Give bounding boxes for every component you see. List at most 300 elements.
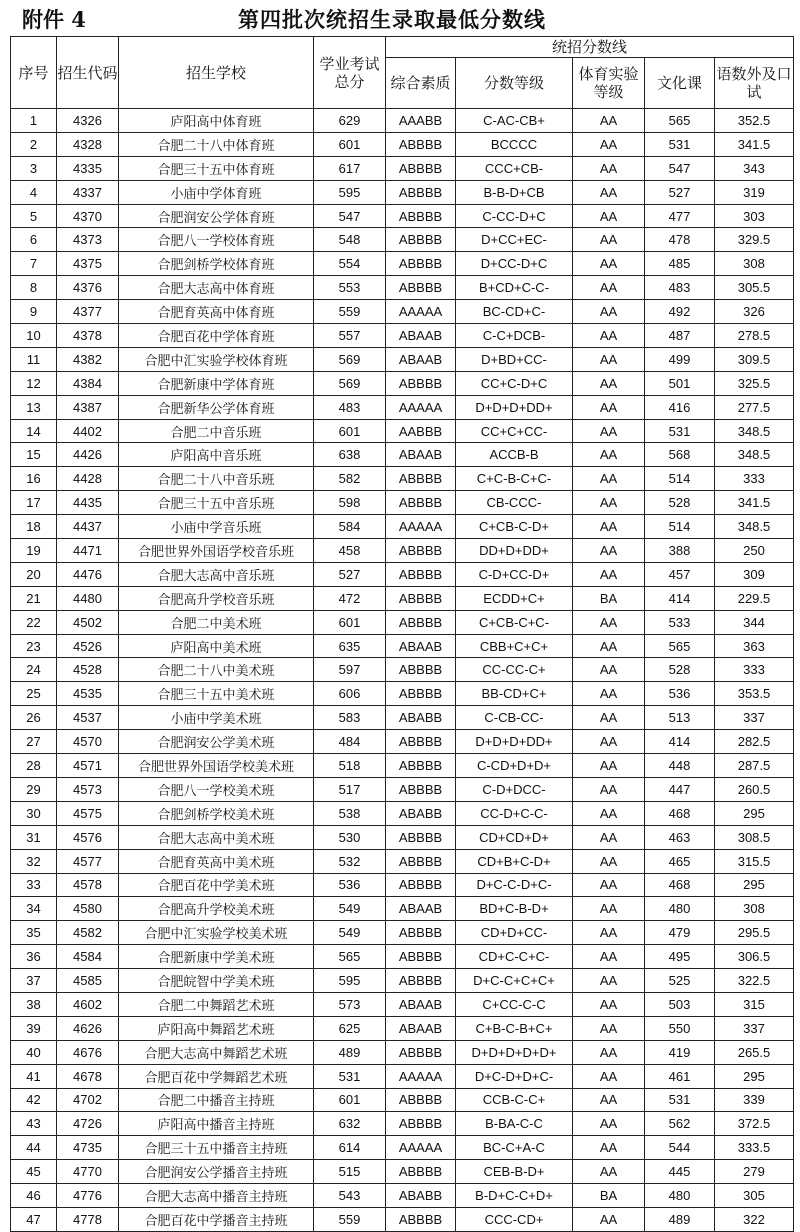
seq-cell: 24 [11,658,57,682]
code-cell: 4776 [57,1184,119,1208]
school-cell: 合肥大志高中美术班 [119,825,314,849]
code-cell: 4377 [57,300,119,324]
grade-cell: D+BD+CC- [456,347,573,371]
seq-cell: 27 [11,730,57,754]
culture-cell: 414 [645,730,715,754]
table-row [11,1016,794,1040]
quality-cell: ABBBB [386,467,456,491]
quality-cell: ABBBB [386,228,456,252]
table-row [11,634,794,658]
grade-cell: D+C-C+C+C+ [456,969,573,993]
total-cell: 549 [314,897,386,921]
culture-cell: 414 [645,586,715,610]
header-seq: 序号 [11,37,57,109]
code-cell: 4471 [57,539,119,563]
lang-cell: 315.5 [715,849,794,873]
lang-cell: 322.5 [715,969,794,993]
code-cell: 4535 [57,682,119,706]
seq-cell: 9 [11,300,57,324]
lang-cell: 337 [715,706,794,730]
grade-cell: CC-D+C-C- [456,801,573,825]
table-row [11,586,794,610]
culture-cell: 489 [645,1207,715,1231]
table-row [11,180,794,204]
grade-cell: C+CC-C-C [456,992,573,1016]
pe-cell: AA [573,801,645,825]
total-cell: 538 [314,801,386,825]
seq-cell: 13 [11,395,57,419]
pe-cell: AA [573,849,645,873]
total-cell: 601 [314,132,386,156]
lang-cell: 265.5 [715,1040,794,1064]
total-cell: 582 [314,467,386,491]
school-cell: 合肥中汇实验学校体育班 [119,347,314,371]
grade-cell: CD+CD+D+ [456,825,573,849]
pe-cell: AA [573,371,645,395]
lang-cell: 277.5 [715,395,794,419]
grade-cell: D+CC+EC- [456,228,573,252]
grade-cell: BD+C-B-D+ [456,897,573,921]
grade-cell: BC-C+A-C [456,1136,573,1160]
total-cell: 601 [314,610,386,634]
total-cell: 595 [314,180,386,204]
code-cell: 4726 [57,1112,119,1136]
pe-cell: AA [573,1088,645,1112]
table-row [11,730,794,754]
total-cell: 543 [314,1184,386,1208]
seq-cell: 37 [11,969,57,993]
seq-cell: 17 [11,491,57,515]
pe-cell: BA [573,586,645,610]
pe-cell: AA [573,634,645,658]
seq-cell: 32 [11,849,57,873]
quality-cell: ABAAB [386,324,456,348]
quality-cell: ABAAB [386,1016,456,1040]
code-cell: 4326 [57,109,119,133]
code-cell: 4735 [57,1136,119,1160]
pe-cell: AA [573,730,645,754]
table-row [11,777,794,801]
pe-cell: AA [573,777,645,801]
pe-cell: AA [573,1064,645,1088]
table-row [11,897,794,921]
seq-cell: 41 [11,1064,57,1088]
code-cell: 4426 [57,443,119,467]
header-quality: 综合素质 [386,58,456,109]
culture-cell: 448 [645,754,715,778]
seq-cell: 1 [11,109,57,133]
culture-cell: 544 [645,1136,715,1160]
pe-cell: AA [573,945,645,969]
total-cell: 573 [314,992,386,1016]
header-culture: 文化课 [645,58,715,109]
grade-cell: CCC-CD+ [456,1207,573,1231]
school-cell: 合肥大志高中音乐班 [119,562,314,586]
table-row [11,610,794,634]
total-cell: 536 [314,873,386,897]
school-cell: 庐阳高中播音主持班 [119,1112,314,1136]
lang-cell: 278.5 [715,324,794,348]
school-cell: 合肥皖智中学美术班 [119,969,314,993]
culture-cell: 416 [645,395,715,419]
seq-cell: 10 [11,324,57,348]
table-row [11,1112,794,1136]
quality-cell: ABBBB [386,921,456,945]
lang-cell: 333 [715,467,794,491]
quality-cell: ABAAB [386,634,456,658]
table-row [11,491,794,515]
table-row [11,252,794,276]
quality-cell: ABBBB [386,969,456,993]
table-row [11,132,794,156]
culture-cell: 480 [645,897,715,921]
pe-cell: AA [573,1112,645,1136]
grade-cell: C-C+DCB- [456,324,573,348]
header-lang: 语数外及口试 [715,58,794,109]
quality-cell: ABABB [386,1184,456,1208]
seq-cell: 30 [11,801,57,825]
total-cell: 548 [314,228,386,252]
lang-cell: 353.5 [715,682,794,706]
pe-cell: AA [573,491,645,515]
school-cell: 合肥剑桥学校美术班 [119,801,314,825]
culture-cell: 477 [645,204,715,228]
code-cell: 4373 [57,228,119,252]
lang-cell: 295 [715,873,794,897]
grade-cell: C+B-C-B+C+ [456,1016,573,1040]
culture-cell: 463 [645,825,715,849]
total-cell: 606 [314,682,386,706]
culture-cell: 513 [645,706,715,730]
school-cell: 合肥新康中学美术班 [119,945,314,969]
lang-cell: 333.5 [715,1136,794,1160]
quality-cell: AAAAA [386,515,456,539]
grade-cell: D+D+D+D+D+ [456,1040,573,1064]
lang-cell: 372.5 [715,1112,794,1136]
total-cell: 584 [314,515,386,539]
table-row [11,992,794,1016]
quality-cell: AABBB [386,419,456,443]
quality-cell: ABBBB [386,730,456,754]
grade-cell: D+C-C-D+C- [456,873,573,897]
seq-cell: 16 [11,467,57,491]
table-row [11,539,794,563]
code-cell: 4384 [57,371,119,395]
table-row [11,109,794,133]
school-cell: 合肥润安公学体育班 [119,204,314,228]
total-cell: 531 [314,1064,386,1088]
culture-cell: 492 [645,300,715,324]
grade-cell: C-AC-CB+ [456,109,573,133]
header-total-score: 学业考试总分 [314,37,386,109]
table-row [11,873,794,897]
table-row [11,1207,794,1231]
seq-cell: 45 [11,1160,57,1184]
total-cell: 518 [314,754,386,778]
grade-cell: BC-CD+C- [456,300,573,324]
total-cell: 517 [314,777,386,801]
admission-score-table [10,36,794,1232]
lang-cell: 279 [715,1160,794,1184]
pe-cell: AA [573,395,645,419]
total-cell: 614 [314,1136,386,1160]
culture-cell: 503 [645,992,715,1016]
pe-cell: AA [573,610,645,634]
school-cell: 合肥高升学校美术班 [119,897,314,921]
grade-cell: CEB-B-D+ [456,1160,573,1184]
culture-cell: 531 [645,419,715,443]
grade-cell: B+CD+C-C- [456,276,573,300]
lang-cell: 295.5 [715,921,794,945]
lang-cell: 315 [715,992,794,1016]
total-cell: 569 [314,347,386,371]
code-cell: 4502 [57,610,119,634]
header-grade: 分数等级 [456,58,573,109]
total-cell: 559 [314,1207,386,1231]
code-cell: 4387 [57,395,119,419]
culture-cell: 485 [645,252,715,276]
pe-cell: AA [573,1040,645,1064]
total-cell: 635 [314,634,386,658]
lang-cell: 309 [715,562,794,586]
header-cutoff-group: 统招分数线 [386,37,794,58]
total-cell: 595 [314,969,386,993]
code-cell: 4573 [57,777,119,801]
pe-cell: AA [573,897,645,921]
lang-cell: 341.5 [715,491,794,515]
grade-cell: CD+B+C-D+ [456,849,573,873]
school-cell: 庐阳高中体育班 [119,109,314,133]
school-cell: 合肥育英高中美术班 [119,849,314,873]
code-cell: 4575 [57,801,119,825]
lang-cell: 287.5 [715,754,794,778]
school-cell: 合肥三十五中音乐班 [119,491,314,515]
grade-cell: C+CB-C+C- [456,610,573,634]
grade-cell: C-D+CC-D+ [456,562,573,586]
grade-cell: C-CC-D+C [456,204,573,228]
culture-cell: 499 [645,347,715,371]
table-row [11,849,794,873]
school-cell: 合肥二中美术班 [119,610,314,634]
table-row [11,1064,794,1088]
culture-cell: 445 [645,1160,715,1184]
code-cell: 4375 [57,252,119,276]
seq-cell: 29 [11,777,57,801]
school-cell: 合肥三十五中播音主持班 [119,1136,314,1160]
school-cell: 庐阳高中音乐班 [119,443,314,467]
grade-cell: CD+C-C+C- [456,945,573,969]
total-cell: 458 [314,539,386,563]
table-row [11,969,794,993]
pe-cell: AA [573,180,645,204]
seq-cell: 28 [11,754,57,778]
culture-cell: 533 [645,610,715,634]
grade-cell: D+CC-D+C [456,252,573,276]
quality-cell: AAAAA [386,300,456,324]
quality-cell: ABABB [386,801,456,825]
seq-cell: 46 [11,1184,57,1208]
total-cell: 532 [314,849,386,873]
lang-cell: 325.5 [715,371,794,395]
lang-cell: 352.5 [715,109,794,133]
lang-cell: 305 [715,1184,794,1208]
culture-cell: 479 [645,921,715,945]
lang-cell: 343 [715,156,794,180]
code-cell: 4480 [57,586,119,610]
table-row [11,395,794,419]
table-row [11,706,794,730]
total-cell: 559 [314,300,386,324]
culture-cell: 480 [645,1184,715,1208]
quality-cell: ABBBB [386,371,456,395]
seq-cell: 38 [11,992,57,1016]
code-cell: 4428 [57,467,119,491]
total-cell: 483 [314,395,386,419]
seq-cell: 7 [11,252,57,276]
pe-cell: AA [573,419,645,443]
quality-cell: ABBBB [386,1207,456,1231]
lang-cell: 319 [715,180,794,204]
table-row [11,945,794,969]
school-cell: 合肥百花中学美术班 [119,873,314,897]
quality-cell: AAAAA [386,395,456,419]
pe-cell: AA [573,109,645,133]
quality-cell: ABAAB [386,992,456,1016]
culture-cell: 461 [645,1064,715,1088]
total-cell: 554 [314,252,386,276]
school-cell: 合肥世界外国语学校音乐班 [119,539,314,563]
school-cell: 合肥三十五中体育班 [119,156,314,180]
code-cell: 4778 [57,1207,119,1231]
table-row [11,682,794,706]
code-cell: 4571 [57,754,119,778]
pe-cell: AA [573,539,645,563]
table-row [11,371,794,395]
code-cell: 4378 [57,324,119,348]
lang-cell: 348.5 [715,443,794,467]
total-cell: 638 [314,443,386,467]
grade-cell: CCC+CB- [456,156,573,180]
pe-cell: AA [573,921,645,945]
culture-cell: 419 [645,1040,715,1064]
culture-cell: 565 [645,109,715,133]
school-cell: 合肥育英高中体育班 [119,300,314,324]
table-body [11,109,794,1232]
grade-cell: ACCB-B [456,443,573,467]
pe-cell: AA [573,562,645,586]
grade-cell: D+C-D+D+C- [456,1064,573,1088]
seq-cell: 36 [11,945,57,969]
culture-cell: 465 [645,849,715,873]
code-cell: 4580 [57,897,119,921]
school-cell: 合肥二中播音主持班 [119,1088,314,1112]
quality-cell: ABBBB [386,539,456,563]
quality-cell: ABBBB [386,491,456,515]
table-row [11,562,794,586]
quality-cell: AAABB [386,109,456,133]
code-cell: 4770 [57,1160,119,1184]
total-cell: 557 [314,324,386,348]
table-row [11,1184,794,1208]
code-cell: 4570 [57,730,119,754]
school-cell: 合肥二中音乐班 [119,419,314,443]
lang-cell: 295 [715,1064,794,1088]
lang-cell: 260.5 [715,777,794,801]
table-row [11,1136,794,1160]
seq-cell: 5 [11,204,57,228]
table-row [11,825,794,849]
grade-cell: CCB-C-C+ [456,1088,573,1112]
school-cell: 小庙中学音乐班 [119,515,314,539]
table-row [11,467,794,491]
total-cell: 632 [314,1112,386,1136]
total-cell: 601 [314,419,386,443]
table-row [11,921,794,945]
school-cell: 合肥中汇实验学校美术班 [119,921,314,945]
seq-cell: 22 [11,610,57,634]
pe-cell: AA [573,228,645,252]
code-cell: 4578 [57,873,119,897]
school-cell: 合肥剑桥学校体育班 [119,252,314,276]
quality-cell: ABBBB [386,562,456,586]
total-cell: 598 [314,491,386,515]
lang-cell: 329.5 [715,228,794,252]
school-cell: 合肥二十八中美术班 [119,658,314,682]
culture-cell: 547 [645,156,715,180]
school-cell: 合肥新康中学体育班 [119,371,314,395]
pe-cell: AA [573,682,645,706]
grade-cell: DD+D+DD+ [456,539,573,563]
pe-cell: AA [573,754,645,778]
school-cell: 合肥三十五中美术班 [119,682,314,706]
pe-cell: BA [573,1184,645,1208]
pe-cell: AA [573,1207,645,1231]
lang-cell: 229.5 [715,586,794,610]
annex-label: 附件 4 [22,7,86,32]
total-cell: 484 [314,730,386,754]
code-cell: 4476 [57,562,119,586]
culture-cell: 528 [645,491,715,515]
lang-cell: 250 [715,539,794,563]
table-row [11,443,794,467]
quality-cell: AAAAA [386,1064,456,1088]
culture-cell: 495 [645,945,715,969]
culture-cell: 457 [645,562,715,586]
code-cell: 4577 [57,849,119,873]
lang-cell: 337 [715,1016,794,1040]
quality-cell: ABBBB [386,156,456,180]
seq-cell: 26 [11,706,57,730]
grade-cell: CC+C-D+C [456,371,573,395]
grade-cell: BB-CD+C+ [456,682,573,706]
culture-cell: 478 [645,228,715,252]
code-cell: 4370 [57,204,119,228]
quality-cell: ABBBB [386,180,456,204]
code-cell: 4702 [57,1088,119,1112]
pe-cell: AA [573,706,645,730]
page-title: 第四批次统招生录取最低分数线 [238,7,546,32]
seq-cell: 20 [11,562,57,586]
code-cell: 4402 [57,419,119,443]
code-cell: 4528 [57,658,119,682]
culture-cell: 468 [645,801,715,825]
grade-cell: D+D+D+DD+ [456,730,573,754]
total-cell: 515 [314,1160,386,1184]
seq-cell: 42 [11,1088,57,1112]
grade-cell: CC-CC-C+ [456,658,573,682]
school-cell: 合肥大志高中舞蹈艺术班 [119,1040,314,1064]
grade-cell: D+D+D+DD+ [456,395,573,419]
